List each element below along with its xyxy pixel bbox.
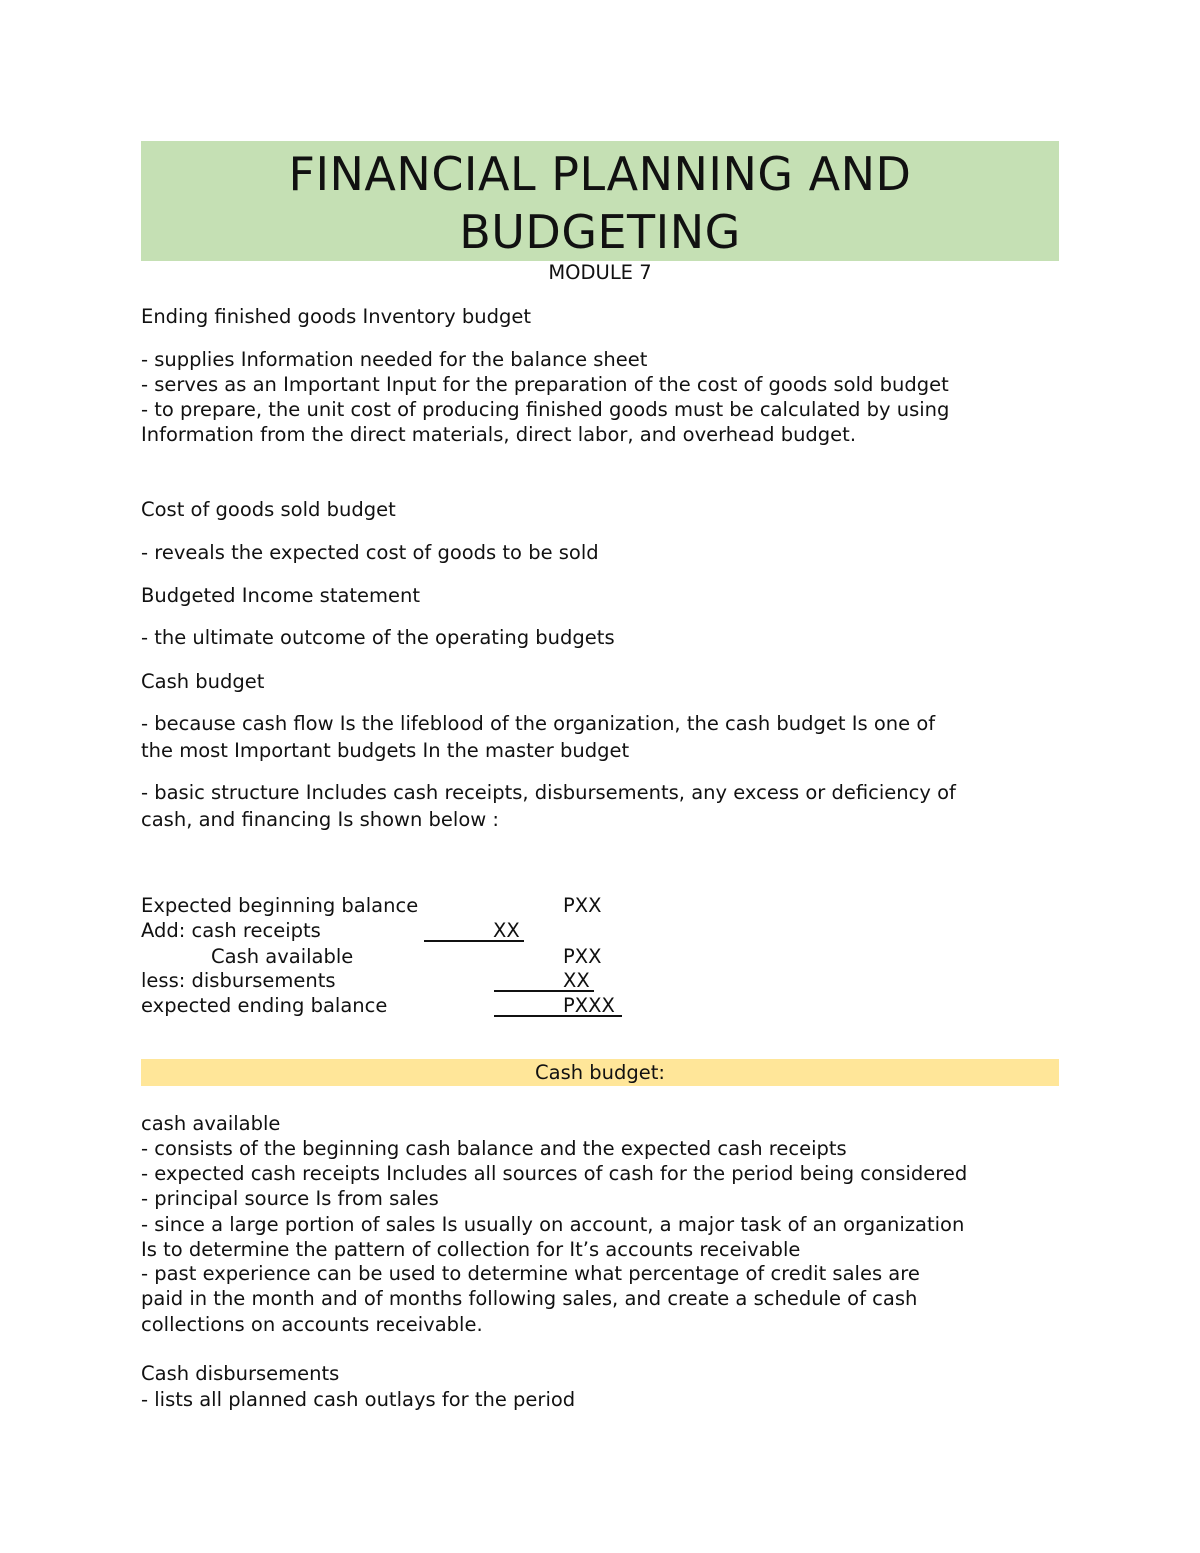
ending-inventory-bullet-2: - serves as an Important Input for the preparation of the cost of goods sold budget [141,373,949,396]
schedule-value: PXXX [563,994,615,1017]
cash-available-line-4: - since a large portion of sales Is usually on account, a major task of an organization [141,1213,965,1236]
cash-available-line-5: Is to determine the pattern of collection for It’s accounts receivable [141,1238,801,1261]
cash-bullet-2b: cash, and financing Is shown below : [141,808,499,831]
cash-disbursements-line-1: - lists all planned cash outlays for the period [141,1388,576,1411]
cash-bullet-1a: - because cash flow Is the lifeblood of the organization, the cash budget Is one of [141,712,936,735]
cash-available-heading: cash available [141,1112,281,1135]
cash-available-line-1: - consists of the beginning cash balance and the expected cash receipts [141,1137,847,1160]
cash-heading: Cash budget [141,670,265,693]
cash-disbursements-heading: Cash disbursements [141,1362,340,1385]
schedule-row-ending-balance [141,993,1059,1018]
schedule-label: Cash available [211,945,354,968]
cogs-bullet-1: - reveals the expected cost of goods to be sold [141,541,599,564]
schedule-value: PXX [563,945,602,968]
income-bullet-1: - the ultimate outcome of the operating budgets [141,626,615,649]
schedule-label: Add: cash receipts [141,919,321,942]
ending-inventory-bullet-3a: - to prepare, the unit cost of producing finished goods must be calculated by using [141,398,950,421]
schedule-row-disbursements [141,968,1059,993]
cash-available-line-2: - expected cash receipts Includes all sources of cash for the period being considered [141,1162,968,1185]
income-heading: Budgeted Income statement [141,584,421,607]
cogs-heading: Cost of goods sold budget [141,498,396,521]
schedule-row-cash-available [141,944,1059,969]
cash-available-line-7: paid in the month and of months following sales, and create a schedule of cash [141,1287,918,1310]
cash-budget-section-bar: Cash budget: [141,1059,1059,1086]
schedule-value: PXX [563,894,602,917]
module-label: MODULE 7 [548,261,652,284]
cash-bullet-2a: - basic structure Includes cash receipts, disbursements, any excess or deficiency of [141,781,956,804]
ending-inventory-bullet-3b: Information from the direct materials, direct labor, and overhead budget. [141,423,857,446]
cash-available-line-6: - past experience can be used to determine what percentage of credit sales are [141,1262,920,1285]
cash-bullet-1b: the most Important budgets In the master budget [141,739,630,762]
schedule-row-beginning-balance [141,893,1059,918]
document-page [141,141,1059,1411]
schedule-label: Expected beginning balance [141,894,419,917]
schedule-label: expected ending balance [141,994,388,1017]
title-line-1: FINANCIAL PLANNING AND [288,147,912,201]
schedule-value: XX [493,919,520,942]
schedule-label: less: disbursements [141,969,336,992]
schedule-row-cash-receipts [141,918,1059,943]
ending-inventory-heading: Ending finished goods Inventory budget [141,305,532,328]
cash-available-line-3: - principal source Is from sales [141,1187,439,1210]
title-line-2: BUDGETING [459,205,741,259]
ending-inventory-bullet-1: - supplies Information needed for the balance sheet [141,348,648,371]
cash-available-line-8: collections on accounts receivable. [141,1313,483,1336]
title-banner [141,141,1059,261]
schedule-value: XX [563,969,590,992]
